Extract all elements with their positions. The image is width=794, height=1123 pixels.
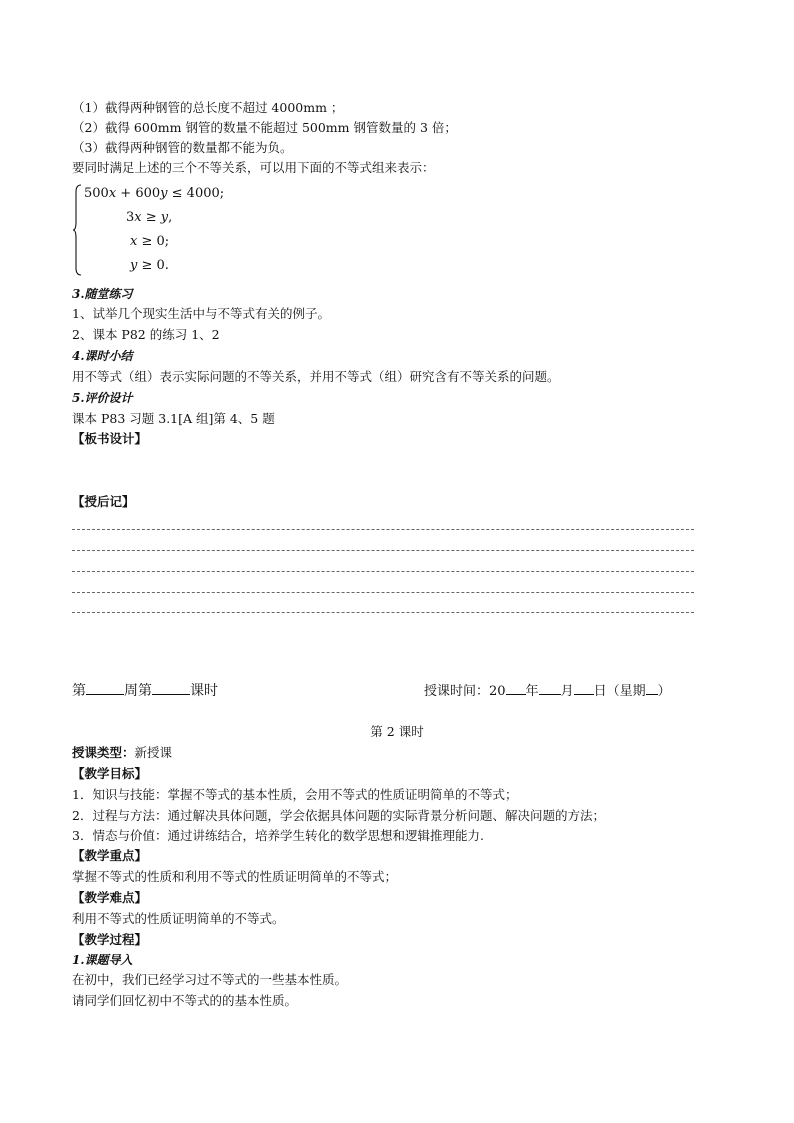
section-3-heading: 3.随堂练习 [72, 287, 133, 301]
inequality-4: y ≥ 0. [130, 258, 169, 273]
postscript-heading: 【授后记】 [72, 494, 135, 509]
objectives-heading: 【教学目标】 [72, 766, 148, 781]
condition-2: （2）截得 600mm 钢管的数量不能超过 500mm 钢管数量的 3 倍； [72, 120, 457, 135]
objective-item-3: 3．情态与价值：通过讲练结合，培养学生转化的数学思想和逻辑推理能力. [72, 828, 484, 843]
difficulty-heading: 【教学难点】 [72, 890, 148, 905]
objective-item-2: 2．过程与方法：通过解决具体问题，学会依据具体问题的实际背景分析问题、解决问题的方法； [72, 808, 605, 823]
difficulty-text: 利用不等式的性质证明简单的不等式。 [72, 911, 285, 926]
condition-3: （3）截得两种钢管的数量都不能为负。 [72, 140, 293, 155]
practice-item-2: 2、课本 P82 的练习 1、2 [72, 327, 220, 342]
key-points-text: 掌握不等式的性质和利用不等式的性质证明简单的不等式； [72, 869, 398, 884]
month-blank[interactable] [539, 680, 561, 695]
week-lesson-line: 第 周第 课时 [72, 680, 218, 701]
inequality-1: 500x + 600y ≤ 4000; [84, 186, 225, 201]
section-5-heading: 5.评价设计 [72, 391, 133, 405]
section-4-heading: 4.课时小结 [72, 349, 133, 363]
practice-item-1: 1、试举几个现实生活中与不等式有关的例子。 [72, 306, 330, 321]
lesson-time-line: 授课时间：20 年 月 日（星期 ） [424, 680, 671, 702]
inequality-2: 3x ≥ y, [126, 210, 173, 225]
lesson-type: 授课类型：新授课 [72, 745, 173, 760]
note-line [72, 612, 694, 613]
process-line-1: 在初中，我们已经学习过不等式的一些基本性质。 [72, 972, 348, 987]
board-design-heading: 【板书设计】 [72, 431, 148, 446]
key-points-heading: 【教学重点】 [72, 848, 148, 863]
inequality-3: x ≥ 0; [130, 234, 170, 249]
evaluation-text: 课本 P83 习题 3.1[A 组]第 4、5 题 [72, 411, 275, 426]
note-line [72, 592, 694, 593]
note-line [72, 571, 694, 572]
year-blank[interactable] [506, 680, 526, 695]
note-line [72, 529, 694, 530]
process-subheading: 1.课题导入 [72, 953, 133, 967]
system-intro: 要同时满足上述的三个不等关系，可以用下面的不等式组来表示： [72, 160, 435, 175]
process-heading: 【教学过程】 [72, 932, 148, 947]
week-blank[interactable] [86, 680, 124, 695]
lesson-number-blank[interactable] [152, 680, 190, 695]
condition-1: （1）截得两种钢管的总长度不超过 4000mm ； [72, 100, 344, 115]
note-line [72, 550, 694, 551]
left-brace-icon [72, 184, 82, 276]
lesson-title: 第 2 课时 [370, 724, 424, 739]
weekday-blank[interactable] [646, 680, 658, 695]
day-blank[interactable] [574, 680, 594, 695]
objective-item-1: 1．知识与技能：掌握不等式的基本性质，会用不等式的性质证明简单的不等式； [72, 787, 518, 802]
summary-text: 用不等式（组）表示实际问题的不等关系，并用不等式（组）研究含有不等关系的问题。 [72, 369, 560, 384]
process-line-2: 请同学们回忆初中不等式的的基本性质。 [72, 993, 298, 1008]
